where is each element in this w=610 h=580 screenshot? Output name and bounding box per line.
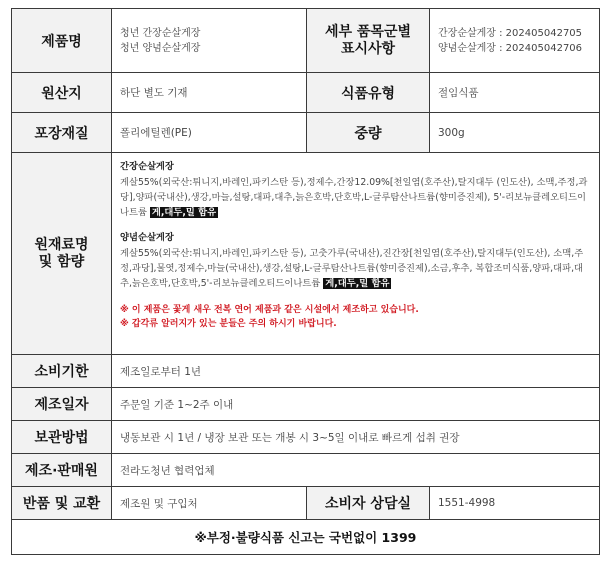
expiry-value: 제조일로부터 1년 <box>112 355 600 388</box>
product-name-line: 청년 양념순살게장 <box>120 42 201 54</box>
soy-crab-ingredients <box>120 175 591 220</box>
product-info-table <box>11 8 600 555</box>
item-report-value <box>430 9 600 73</box>
returns-value: 제조원 및 구입처 <box>112 487 307 520</box>
food-type-label: 식품유형 <box>307 73 430 113</box>
ingredients-label <box>12 153 112 355</box>
row-returns <box>12 487 600 520</box>
consumer-center-label: 소비자 상담실 <box>307 487 430 520</box>
storage-label: 보관방법 <box>12 421 112 454</box>
allergen-badge: 게,대두,밀 함유 <box>151 207 217 218</box>
seasoned-crab-ingredients <box>120 246 591 291</box>
item-report-label <box>307 9 430 73</box>
origin-value: 하단 별도 기재 <box>112 73 307 113</box>
product-name-value <box>112 9 307 73</box>
origin-label: 원산지 <box>12 73 112 113</box>
consumer-center-value: 1551-4998 <box>430 487 600 520</box>
ingredients-label-line: 및 함량 <box>38 253 85 270</box>
returns-label: 반품 및 교환 <box>12 487 112 520</box>
soy-crab-text: 게살55%(외국산:튀니지,바레인,파키스탄 등),정제수,간장12.09%[천일염(호주산),탈지대두 (인도산), 소맥,주정,과당],양파(국내산),생강,마늘,설탕,대파,대추,늙은호박,단호박,L-글루탐산나트륨(향미증진제), 5'-리보뉴클레오티드이나트륨 <box>120 177 588 218</box>
ingredients-label-line: 원재료명 <box>34 236 89 253</box>
warning-line: ※ 갑각류 알러지가 있는 분들은 주의 하시기 바랍니다. <box>120 319 337 329</box>
row-packaging <box>12 113 600 153</box>
row-manufacture-date <box>12 388 600 421</box>
row-footer <box>12 520 600 555</box>
manufacture-date-value: 주문일 기준 1~2주 이내 <box>112 388 600 421</box>
row-storage <box>12 421 600 454</box>
weight-value: 300g <box>430 113 600 153</box>
packaging-label: 포장재질 <box>12 113 112 153</box>
soy-crab-title: 간장순살게장 <box>120 161 174 172</box>
food-type-value: 절임식품 <box>430 73 600 113</box>
item-report-line: 양념순살게장 : 202405042706 <box>438 42 583 54</box>
seasoned-crab-text: 게살55%(외국산:튀니지,바레인,파키스탄 등), 고춧가루(국내산),진간장[천일염(호주산),탈지대두(인도산), 소맥,주정,과당],물엿,정제수,마늘(국내산),생강,설탕,L-글루탐산나트륨(향미증진제),소금,후추, 복합조미식품,양파,대파,대추,늙은호박,단호박,5'-리보뉴클레오티드이나트륨 <box>120 248 584 289</box>
packaging-value: 폴리에틸렌(PE) <box>112 113 307 153</box>
manufacture-date-label: 제조일자 <box>12 388 112 421</box>
seller-label: 제조·판매원 <box>12 454 112 487</box>
warning-line: ※ 이 제품은 꽃게 새우 전복 연어 제품과 같은 시설에서 제조하고 있습니다. <box>120 305 419 315</box>
seasoned-crab-title: 양념순살게장 <box>120 232 174 243</box>
row-origin <box>12 73 600 113</box>
row-expiry <box>12 355 600 388</box>
row-product-name <box>12 9 600 73</box>
allergen-badge: 게,대두,밀 함유 <box>325 278 390 289</box>
row-ingredients <box>12 153 600 355</box>
storage-value: 냉동보관 시 1년 / 냉장 보관 또는 개봉 시 3~5일 이내로 빠르게 섭취 권장 <box>112 421 600 454</box>
row-seller <box>12 454 600 487</box>
product-name-line: 청년 간장순살게장 <box>120 27 201 39</box>
item-report-label-line: 표시사항 <box>340 40 396 57</box>
product-name-label: 제품명 <box>12 9 112 73</box>
report-hotline-notice: ※부정·불량식품 신고는 국번없이 1399 <box>12 520 600 555</box>
seller-value: 전라도청년 협력업체 <box>112 454 600 487</box>
expiry-label: 소비기한 <box>12 355 112 388</box>
ingredients-value <box>112 153 600 355</box>
item-report-line: 간장순살게장 : 202405042705 <box>438 27 583 39</box>
weight-label: 중량 <box>307 113 430 153</box>
item-report-label-line: 세부 품목군별 <box>324 23 412 40</box>
